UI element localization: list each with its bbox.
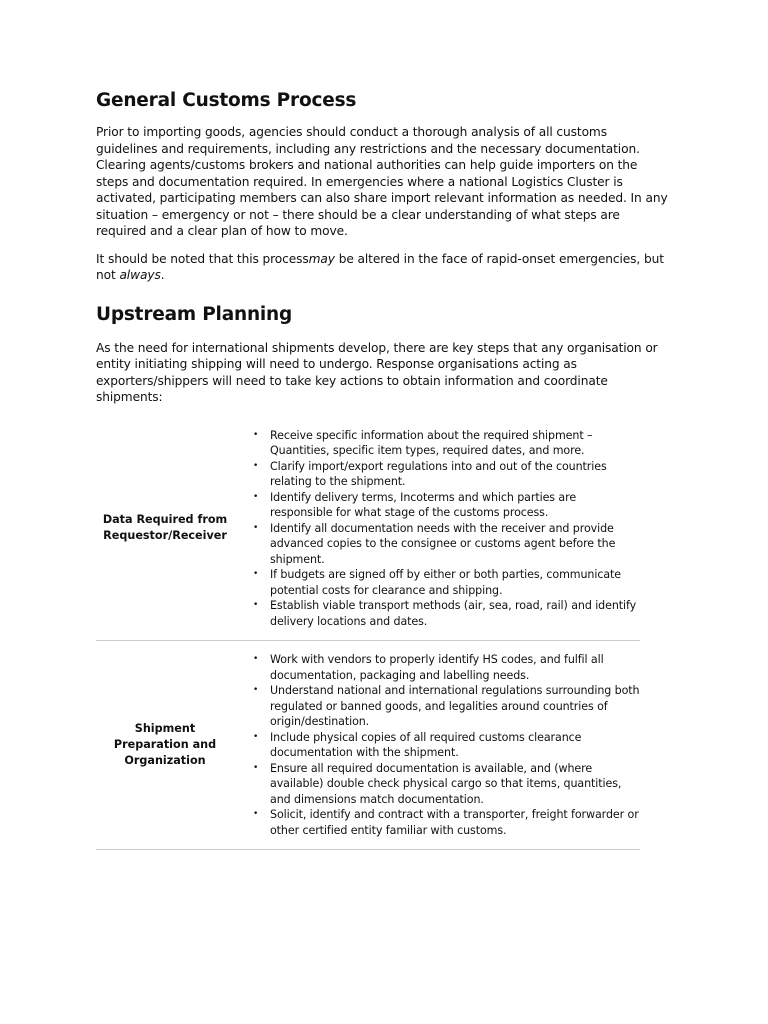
list-item: • Receive specific information about the required shipment – Quantities, specific item types, required dates, and more. bbox=[253, 428, 593, 457]
list-item: • Identify all documentation needs with the receiver and provide advanced copies to the consignee or customs agent before the shipment. bbox=[253, 521, 616, 566]
table-row bbox=[96, 419, 640, 642]
bullet-icon: • bbox=[253, 685, 259, 695]
bullet-icon: • bbox=[253, 600, 259, 610]
bullet-icon: • bbox=[253, 491, 259, 502]
step-list bbox=[234, 428, 640, 630]
list-item: • Work with vendors to properly identify HS codes, and fulfil all documentation, packaging and labelling needs. bbox=[253, 653, 604, 682]
bullet-icon: • bbox=[253, 731, 259, 742]
list-item: • Ensure all required documentation is available, and (where available) double check physical cargo so that items, quantities, and dimensions match documentation. bbox=[253, 761, 622, 806]
table-row bbox=[96, 641, 640, 850]
bullet-icon: • bbox=[253, 460, 259, 471]
note-text-end: . bbox=[160, 268, 165, 282]
note-emphasis-always: always bbox=[119, 268, 161, 282]
bullet-icon: • bbox=[253, 429, 259, 440]
note-text-1: It should be noted that this process bbox=[96, 251, 309, 266]
general-customs-heading: General Customs Process bbox=[96, 90, 357, 111]
list-item: • Understand national and international regulations surrounding both regulated or banned goods, and legalities around countries of origin/destination. bbox=[253, 684, 640, 728]
row-label: Data Required from Requestor/Receiver bbox=[102, 513, 228, 543]
steps-table bbox=[96, 419, 640, 851]
bullet-icon: • bbox=[253, 654, 259, 664]
bullet-icon: • bbox=[253, 522, 259, 533]
upstream-planning-heading: Upstream Planning bbox=[96, 303, 293, 325]
note-emphasis-may: may bbox=[308, 251, 335, 266]
list-item: • Clarify import/export regulations into and out of the countries relating to the shipment. bbox=[253, 459, 607, 488]
list-item: • Identify delivery terms, Incoterms and which parties are responsible for what stage of the customs process. bbox=[253, 490, 577, 519]
list-item: • Establish viable transport methods (air, sea, road, rail) and identify delivery locations and dates. bbox=[253, 599, 637, 628]
step-list bbox=[234, 652, 640, 838]
bullet-icon: • bbox=[253, 569, 259, 579]
list-item: • If budgets are signed off by either or both parties, communicate potential costs for clearance and shipping. bbox=[253, 568, 622, 597]
process-note bbox=[96, 251, 672, 284]
row-label: Shipment Preparation and Organization bbox=[113, 722, 217, 767]
note-text-2: be altered in the face of rapid-onset emergencies, but not bbox=[96, 251, 664, 282]
document-page bbox=[96, 86, 672, 850]
list-item: • Solicit, identify and contract with a transporter, freight forwarder or other certified entity familiar with customs. bbox=[253, 808, 639, 837]
general-customs-intro: Prior to importing goods, agencies should conduct a thorough analysis of all customs guidelines and requirements, including any restrictions and the necessary documentation. Clearing agents/customs brokers and national authorities can help guide importers on the steps and documentation required. In emergencies where a national Logistics Cluster is activated, participating members can also share import relevant information as needed. In any situation – emergency or not – there should be a clear understanding of what steps are required and a clear plan of how to move. bbox=[96, 125, 668, 238]
list-item: • Include physical copies of all required customs clearance documentation with the shipment. bbox=[253, 730, 582, 759]
bullet-icon: • bbox=[253, 809, 259, 819]
upstream-planning-intro: As the need for international shipments develop, there are key steps that any organisation or entity initiating shipping will need to undergo. Response organisations acting as exporters/shippers will need to take key actions to obtain information and coordinate shipments: bbox=[96, 340, 658, 404]
bullet-icon: • bbox=[253, 762, 259, 773]
